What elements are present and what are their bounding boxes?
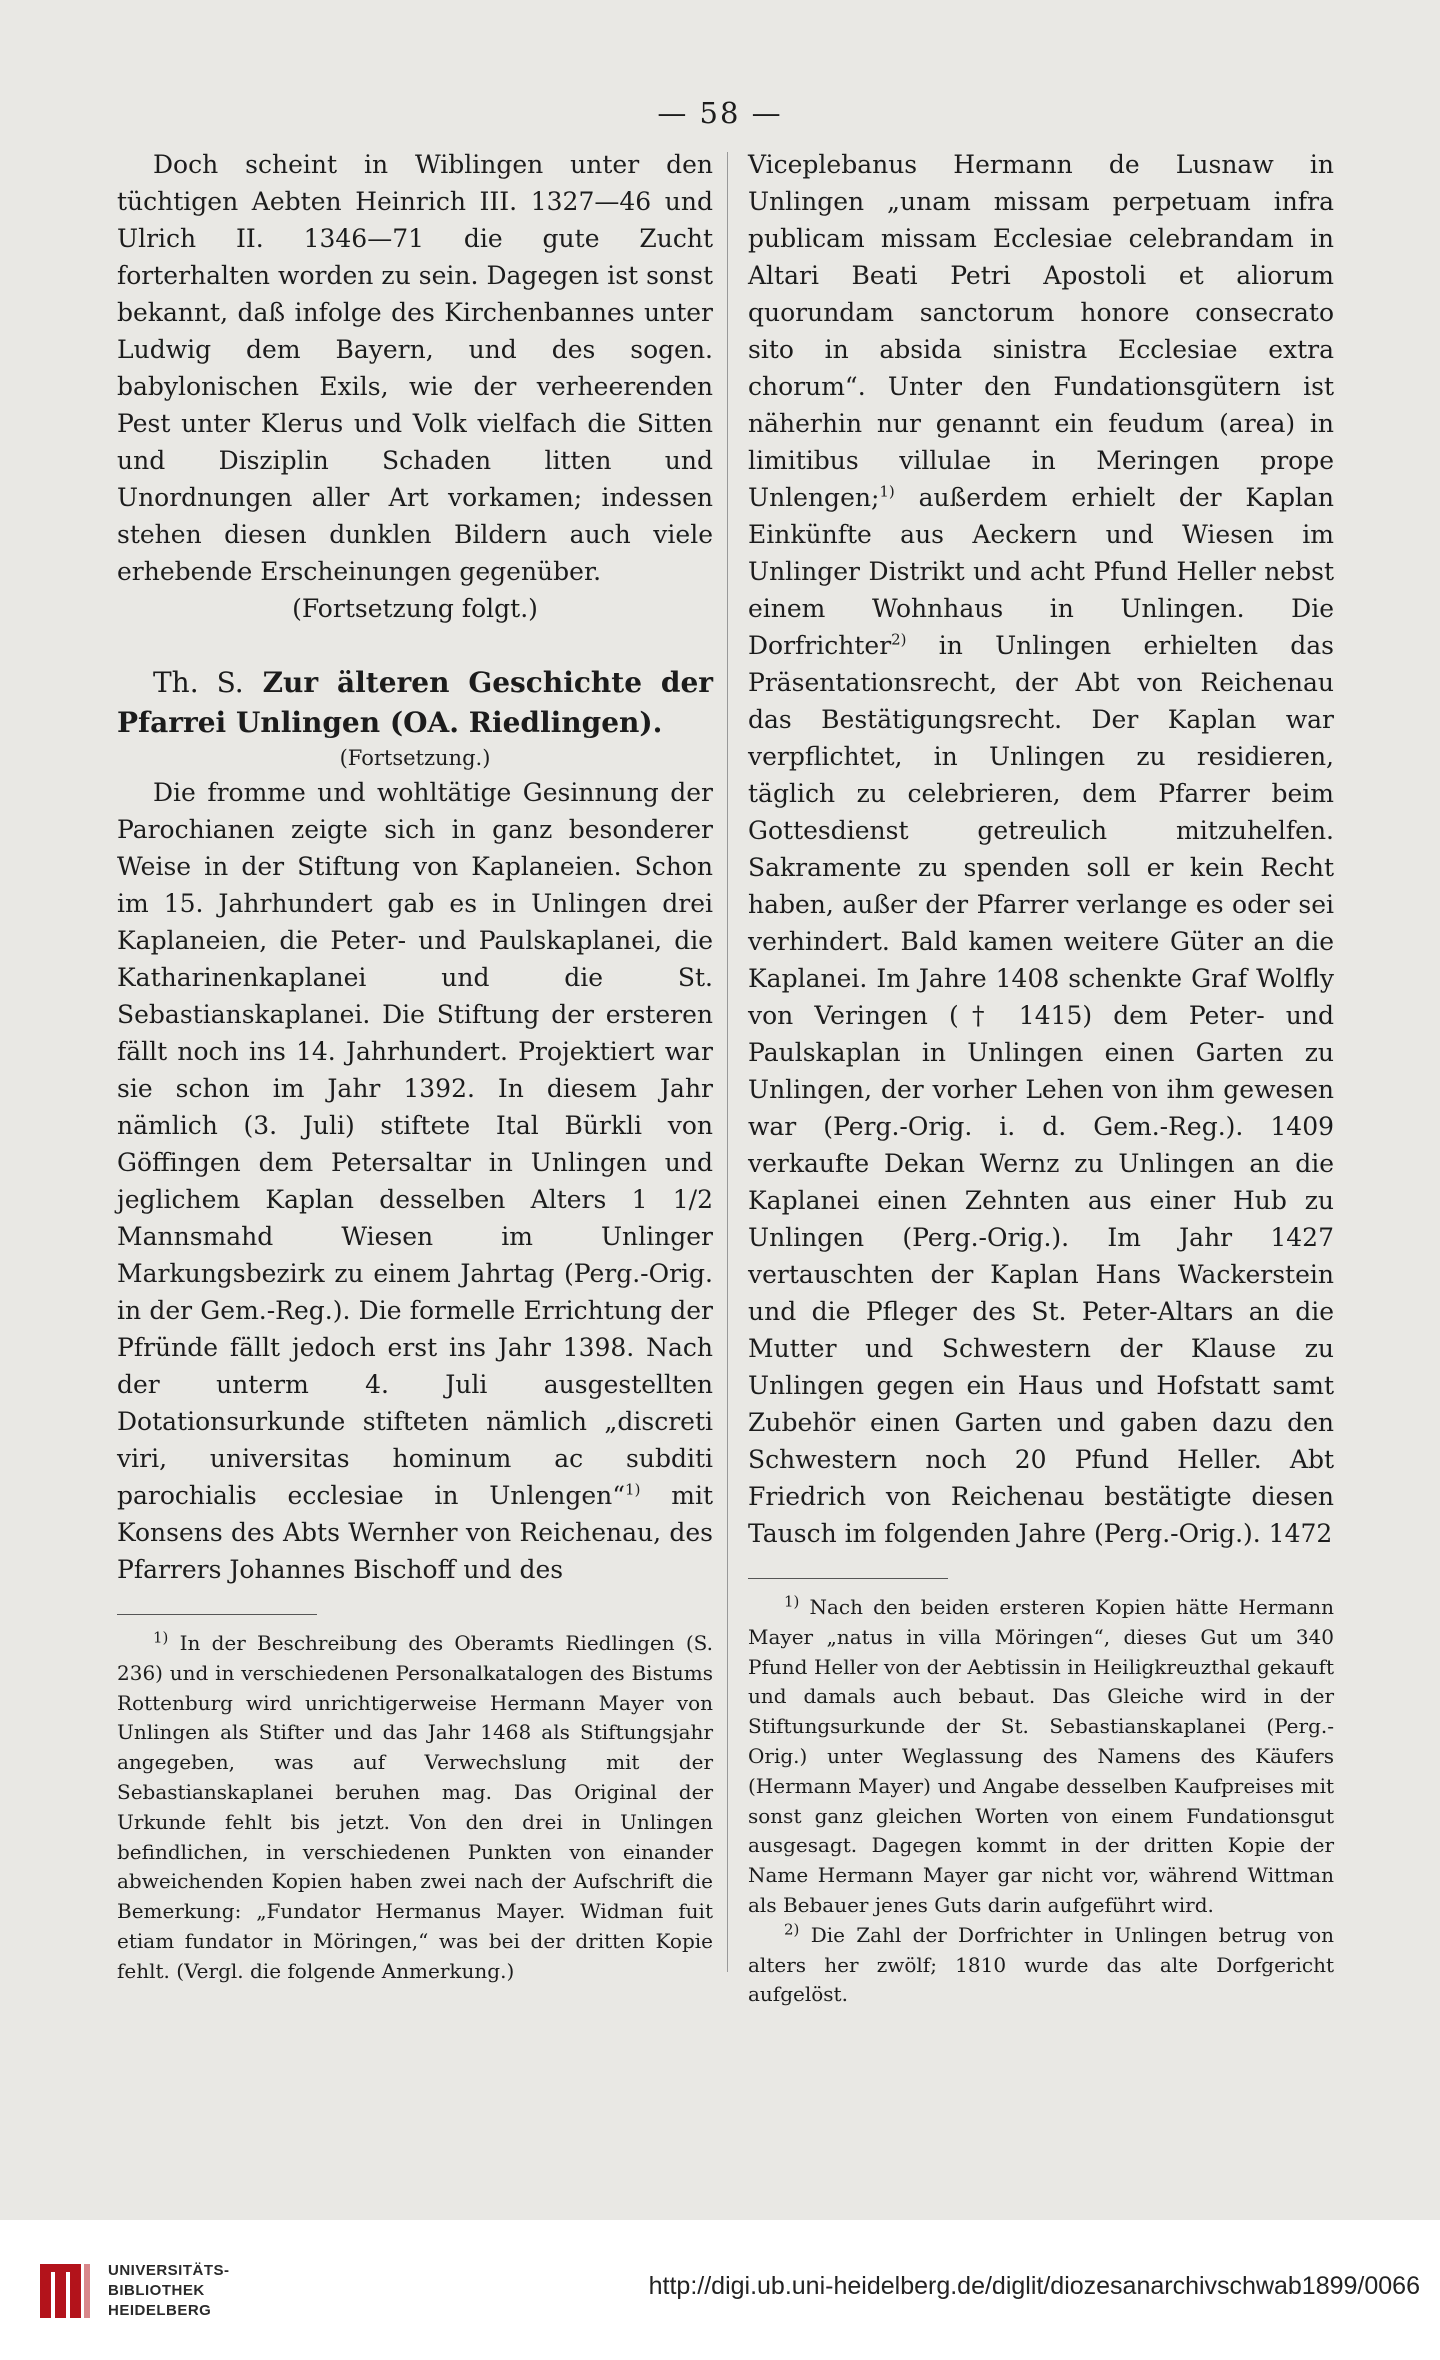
column-divider — [727, 152, 728, 1972]
footnote-left — [117, 1629, 713, 1987]
ub-heidelberg-logo-icon — [36, 2260, 94, 2322]
footnote-divider — [117, 1614, 317, 1615]
footnote-marker: 1) — [153, 1628, 169, 1647]
library-name — [108, 2261, 230, 2321]
footnote-ref-1: 1) — [879, 482, 895, 501]
library-line-3: HEIDELBERG — [108, 2302, 212, 2319]
opening-paragraph: Doch scheint in Wiblingen unter den tüchtigen Aebten Heinrich III. 1327—46 und Ulrich II. 1346—71 die gute Zucht forterhalten worden zu sein. Dagegen ist sonst bekannt, daß infolge des Kirchenbannes unter Ludwig dem Bayern, und des sogen. babylonischen Exils, wie der verheerenden Pest unter Klerus und Volk vielfach die Sitten und Disziplin Schaden litten und Unordnungen aller Art vorkamen; indessen stehen diesen dunklen Bildern auch viele erhebende Erscheinungen gegenüber. — [117, 150, 713, 586]
footnote-ref: 1) — [625, 1480, 641, 1499]
footnote-marker: 2) — [784, 1920, 800, 1939]
footnote-marker: 1) — [784, 1592, 800, 1611]
footnote-ref-2: 2) — [891, 630, 907, 649]
footnote-divider — [748, 1578, 948, 1579]
article-heading — [117, 663, 713, 743]
footnote-right-2 — [748, 1921, 1334, 2010]
body-text-b: außerdem erhielt der Kaplan Einkünfte aus Aeckern und Wiesen im Unlinger Distrikt und acht Pfund Heller nebst einem Wohnhaus in Unlingen. Die Dorfrichter — [748, 483, 1334, 660]
body-paragraph-left — [117, 774, 713, 1588]
page-number: — 58 — — [657, 96, 783, 130]
body-text-tail: mit Konsens des Abts Wernher von Reichenau, des Pfarrers Johannes Bischoff und des — [117, 1481, 713, 1584]
footnote-text: In der Beschreibung des Oberamts Riedlingen (S. 236) und in verschiedenen Personalkatalogen des Bistums Rottenburg wird unrichtigerweise Hermann Mayer von Unlingen als Stifter und das Jahr 1468 als Stiftungsjahr angegeben, was auf Verwechslung mit der Sebastianskaplanei beruhen mag. Das Original der Urkunde fehlt bis jetzt. Von den drei in Unlingen befindlichen, in verschiedenen Punkten von einander abweichenden Kopien haben zwei nach der Aufschrift die Bemerkung: „Fundator Hermanus Mayer. Widman fuit etiam fundator in Möringen,“ was bei der dritten Kopie fehlt. (Vergl. die folgende Anmerkung.) — [117, 1631, 714, 1983]
library-line-1: UNIVERSITÄTS- — [108, 2262, 230, 2279]
footnote-text: Nach den beiden ersteren Kopien hätte Hermann Mayer „natus in villa Möringen“, dieses Gut um 340 Pfund Heller von der Aebtissin in Heiligkreuzthal gekauft und damals auch bebaut. Das Gleiche wird in der Stiftungsurkunde der St. Sebastianskaplanei (Perg.-Orig.) unter Weglassung des Namens des Käufers (Hermann Mayer) und Angabe desselben Kaufpreises mit sonst ganz gleichen Worten von einem Fundationsgut ausgesagt. Dagegen kommt in der dritten Kopie der Name Hermann Mayer gar nicht vor, während Wittman als Bebauer jenes Guts darin aufgeführt wird. — [748, 1595, 1334, 1917]
left-column — [117, 146, 713, 1987]
viewer-footer — [0, 2220, 1440, 2360]
body-text: Die fromme und wohltätige Gesinnung der Parochianen zeigte sich in ganz besonderer Weise in der Stiftung von Kaplaneien. Schon im 15. Jahrhundert gab es in Unlingen drei Kaplaneien, die Peter- und Paulskaplanei, die Katharinenkaplanei und die St. Sebastianskaplanei. Die Stiftung der ersteren fällt noch ins 14. Jahrhundert. Projektiert war sie schon im Jahr 1392. In diesem Jahr nämlich (3. Juli) stiftete Ital Bürkli von Göffingen dem Petersaltar in Unlingen und jeglichem Kaplan desselben Alters 1 1/2 Mannsmahd Wiesen im Unlinger Markungsbezirk zu einem Jahrtag (Perg.-Orig. in der Gem.-Reg.). Die formelle Errichtung der Pfründe fällt jedoch erst ins Jahr 1398. Nach der unterm 4. Juli ausgestellten Dotationsurkunde stifteten nämlich „discreti viri, universitas hominum ac subditi parochialis ecclesiae in Unlengen“ — [117, 778, 713, 1510]
article-continued: (Fortsetzung.) — [339, 746, 491, 770]
right-column — [748, 146, 1334, 2010]
footnote-right-1 — [748, 1593, 1334, 1921]
article-author: Th. S. — [153, 666, 244, 699]
body-text-a: Viceplebanus Hermann de Lusnaw in Unlingen „unam missam perpetuam infra publicam missam Ecclesiae celebrandam in Altari Beati Petri Apostoli et aliorum quorundam sanctorum honore consecrato sito in absida sinistra Ecclesiae extra chorum“. Unter den Fundationsgütern ist näherhin nur genannt ein feudum (area) in limitibus villulae in Meringen prope Unlengen; — [748, 150, 1334, 512]
library-line-2: BIBLIOTHEK — [108, 2282, 205, 2299]
footnote-text: Die Zahl der Dorfrichter in Unlingen betrug von alters her zwölf; 1810 wurde das alte Dorfgericht aufgelöst. — [748, 1922, 1334, 2007]
continued-note: (Fortsetzung folgt.) — [292, 594, 538, 623]
body-paragraph-right — [748, 146, 1334, 1552]
body-text-c: in Unlingen erhielten das Präsentationsrecht, der Abt von Reichenau das Bestätigungsrecht. Der Kaplan war verpflichtet, in Unlingen zu residieren, täglich zu celebrieren, dem Pfarrer beim Gottesdienst getreulich mitzuhelfen. Sakramente zu spenden soll er kein Recht haben, außer der Pfarrer verlange es oder sei verhindert. Bald kamen weitere Güter an die Kaplanei. Im Jahre 1408 schenkte Graf Wolfly von Veringen († 1415) dem Peter- und Paulskaplan in Unlingen einen Garten zu Unlingen, der vorher Lehen von ihm gewesen war (Perg.-Orig. i. d. Gem.-Reg.). 1409 verkaufte Dekan Wernz zu Unlingen an die Kaplanei einen Zehnten aus einer Hub zu Unlingen (Perg.-Orig.). Im Jahr 1427 vertauschten der Kaplan Hans Wackerstein und die Pfleger des St. Peter-Altars an die Mutter und Schwestern der Klause zu Unlingen gegen ein Haus und Hofstatt samt Zubehör einen Garten und gaben dazu den Schwestern noch 20 Pfund Heller. Abt Friedrich von Reichenau bestätigte diesen Tausch im folgenden Jahre (Perg.-Orig.). 1472 — [748, 631, 1334, 1548]
article-title: Zur älteren Geschichte der Pfarrei Unlingen (OA. Riedlingen). — [117, 666, 714, 739]
document-url[interactable]: http://digi.ub.uni-heidelberg.de/diglit/diozesanarchivschwab1899/0066 — [648, 2272, 1420, 2300]
